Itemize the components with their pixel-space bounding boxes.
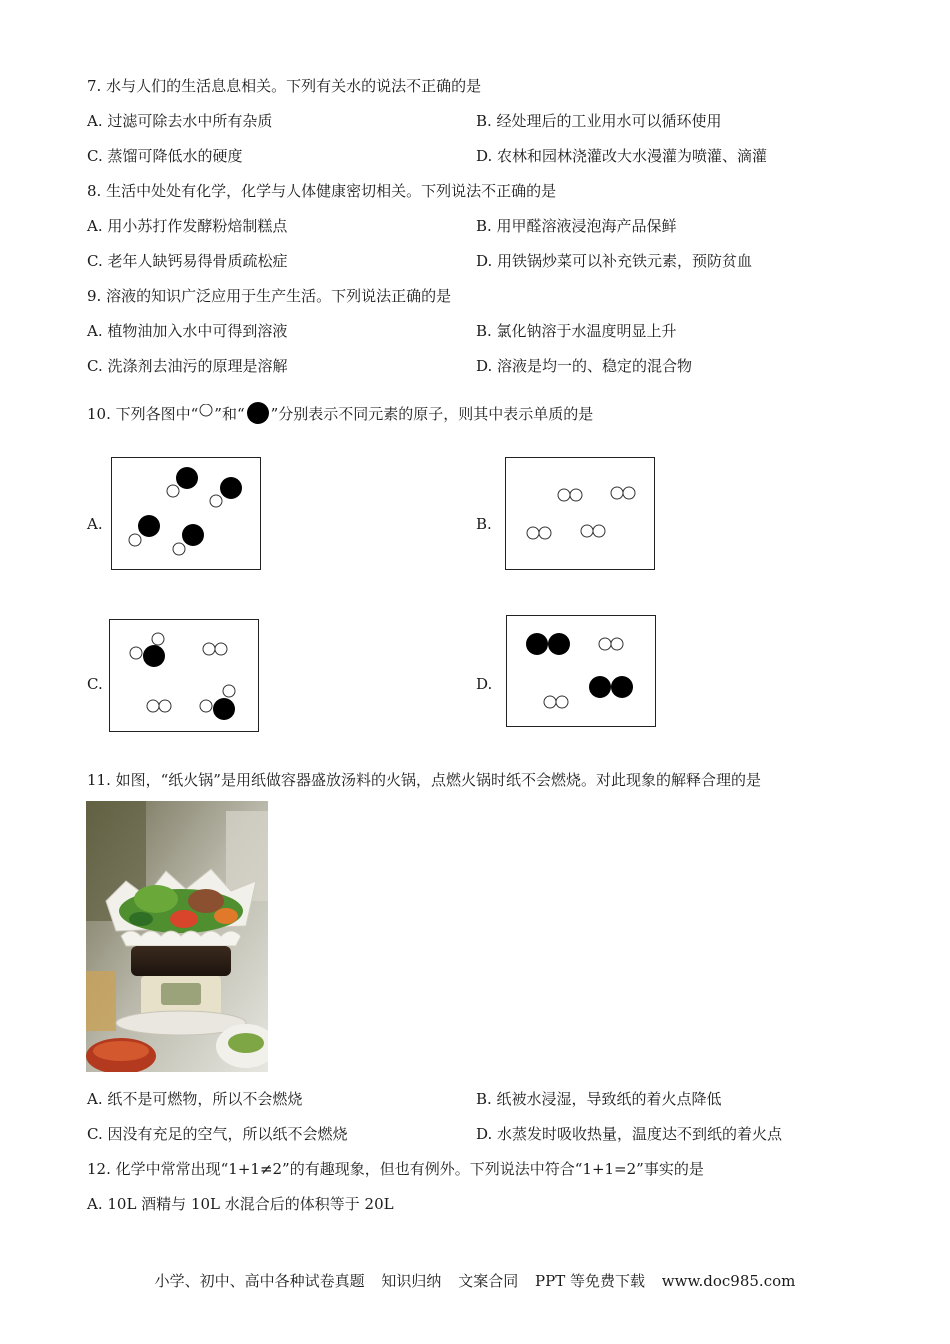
footer-link[interactable]: www.doc985.com xyxy=(661,1272,796,1290)
q8-option-d[interactable]: D. 用铁锅炒菜可以补充铁元素，预防贫血 xyxy=(476,252,753,270)
q10-label-b[interactable]: B. xyxy=(476,515,492,533)
q10-stem-part1: 10. 下列各图中“ xyxy=(87,405,199,423)
footer-text-1: 小学、初中、高中各种试卷真题 xyxy=(154,1272,365,1290)
q10-diagram-c[interactable] xyxy=(109,619,259,732)
q8-option-c[interactable]: C. 老年人缺钙易得骨质疏松症 xyxy=(87,252,288,270)
q10-stem-part3: ”分别表示不同元素的原子，则其中表示单质的是 xyxy=(270,405,594,423)
q10-stem xyxy=(87,402,593,428)
q9-option-d[interactable]: D. 溶液是均一的、稳定的混合物 xyxy=(476,357,693,375)
footer-text-4: PPT 等免费下载 xyxy=(535,1272,645,1290)
q8-option-b[interactable]: B. 用甲醛溶液浸泡海产品保鲜 xyxy=(476,217,677,235)
q10-label-d[interactable]: D. xyxy=(476,675,493,693)
q9-option-b[interactable]: B. 氯化钠溶于水温度明显上升 xyxy=(476,322,677,340)
q10-label-a[interactable]: A. xyxy=(87,515,103,533)
q11-option-c[interactable]: C. 因没有充足的空气，所以纸不会燃烧 xyxy=(87,1125,348,1143)
q8-option-a[interactable]: A. 用小苏打作发酵粉焙制糕点 xyxy=(87,217,288,235)
q7-stem: 7. 水与人们的生活息息相关。下列有关水的说法不正确的是 xyxy=(87,77,482,95)
q8-stem: 8. 生活中处处有化学，化学与人体健康密切相关。下列说法不正确的是 xyxy=(87,182,557,200)
q10-label-c[interactable]: C. xyxy=(87,675,103,693)
footer-text-3: 文案合同 xyxy=(458,1272,519,1290)
q11-stem: 11. 如图，“纸火锅”是用纸做容器盛放汤料的火锅，点燃火锅时纸不会燃烧。对此现象的解释合理的是 xyxy=(87,771,761,789)
q10-stem-part2: ”和“ xyxy=(214,405,245,423)
q10-diagram-d[interactable] xyxy=(506,615,656,727)
q10-diagram-b[interactable] xyxy=(505,457,655,570)
q7-option-a[interactable]: A. 过滤可除去水中所有杂质 xyxy=(87,112,273,130)
footer-text-2: 知识归纳 xyxy=(381,1272,442,1290)
q7-option-b[interactable]: B. 经处理后的工业用水可以循环使用 xyxy=(476,112,722,130)
q9-option-c[interactable]: C. 洗涤剂去油污的原理是溶解 xyxy=(87,357,288,375)
paper-hotpot-photo xyxy=(86,801,268,1072)
q7-option-d[interactable]: D. 农林和园林浇灌改大水漫灌为喷灌、滴灌 xyxy=(476,147,768,165)
q11-option-a[interactable]: A. 纸不是可燃物，所以不会燃烧 xyxy=(87,1090,303,1108)
q7-option-c[interactable]: C. 蒸馏可降低水的硬度 xyxy=(87,147,243,165)
q9-stem: 9. 溶液的知识广泛应用于生产生活。下列说法正确的是 xyxy=(87,287,452,305)
q12-stem: 12. 化学中常常出现“1+1≠2”的有趣现象，但也有例外。下列说法中符合“1+1=2”事实的是 xyxy=(87,1160,704,1178)
q9-option-a[interactable]: A. 植物油加入水中可得到溶液 xyxy=(87,322,288,340)
q11-option-d[interactable]: D. 水蒸发时吸收热量，温度达不到纸的着火点 xyxy=(476,1125,783,1143)
page-footer xyxy=(0,1270,950,1291)
white-atom-icon xyxy=(198,404,214,426)
q10-diagram-a[interactable] xyxy=(111,457,261,570)
q11-option-b[interactable]: B. 纸被水浸湿，导致纸的着火点降低 xyxy=(476,1090,722,1108)
black-atom-icon xyxy=(245,402,271,428)
q12-option-a[interactable]: A. 10L 酒精与 10L 水混合后的体积等于 20L xyxy=(87,1195,394,1213)
